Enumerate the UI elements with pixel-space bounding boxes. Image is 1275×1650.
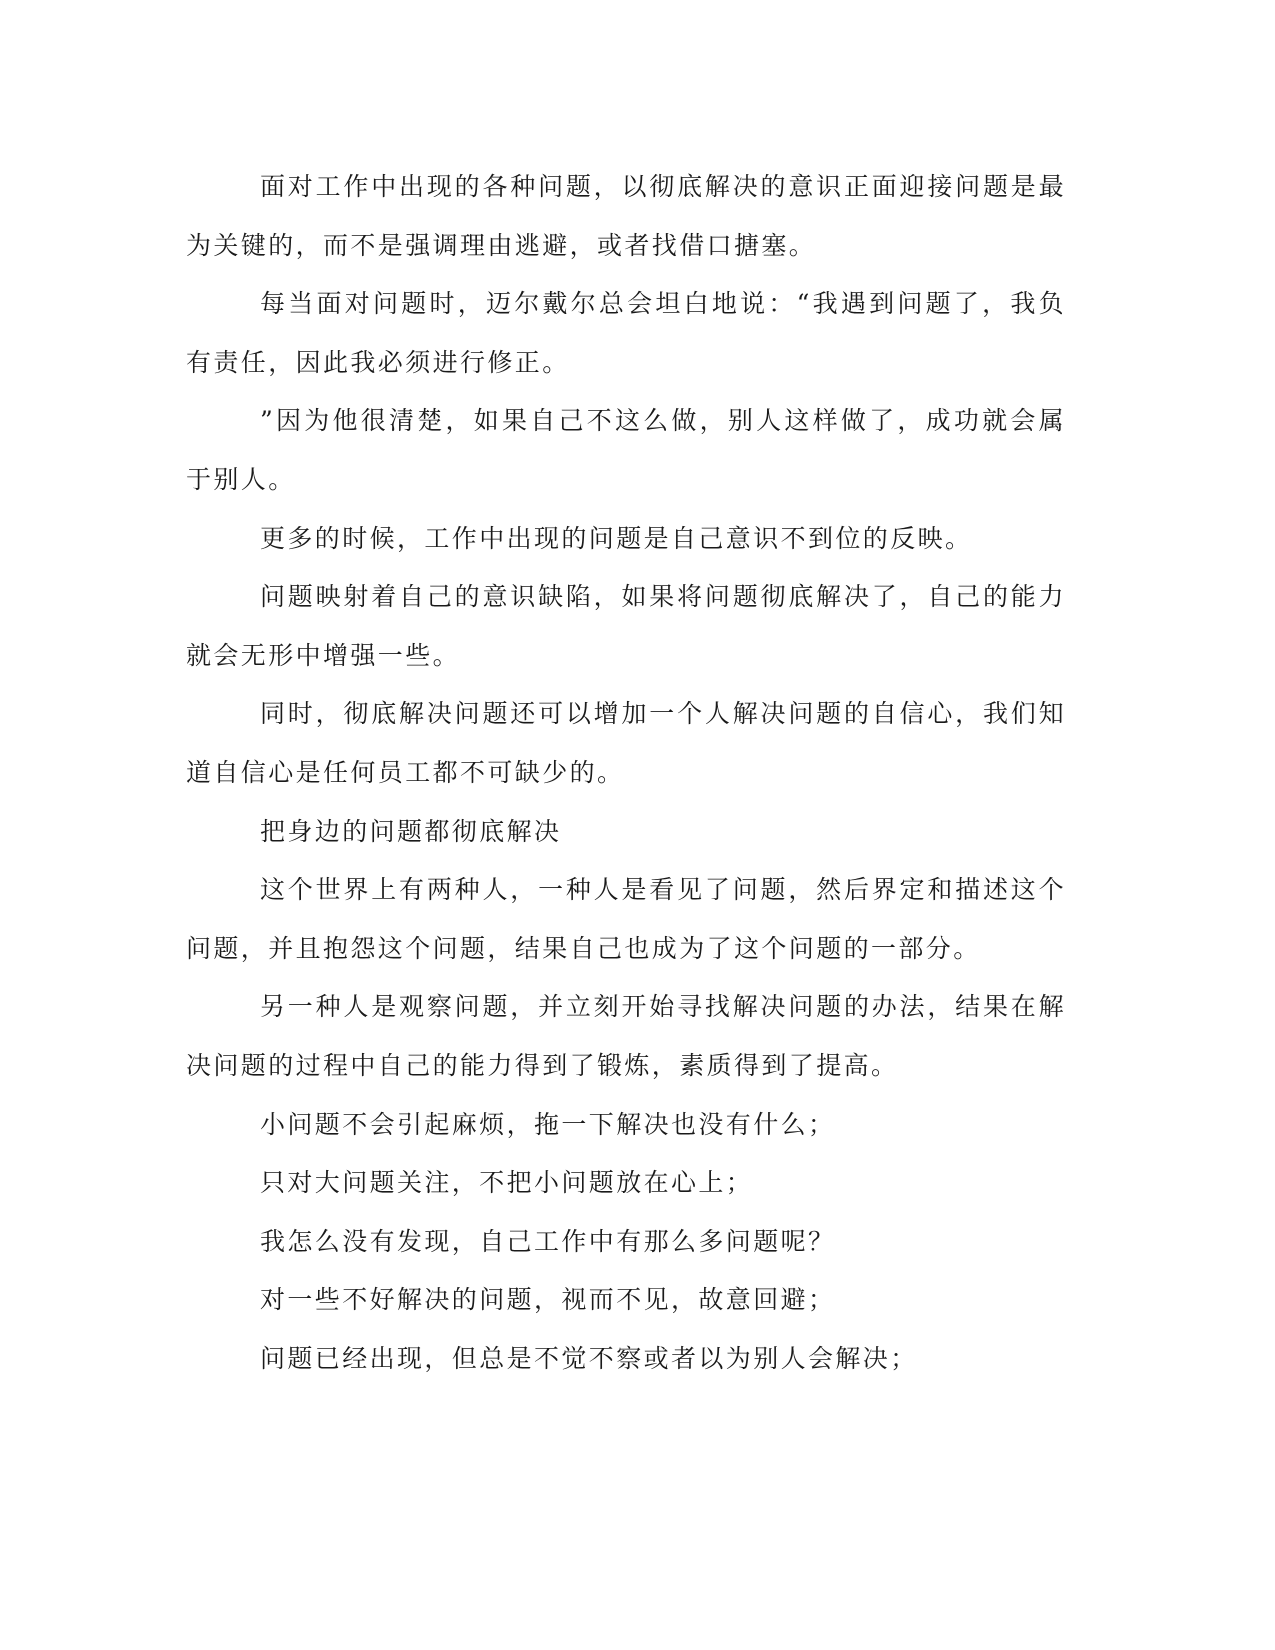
list-item: 对一些不好解决的问题，视而不见，故意回避； xyxy=(260,1285,836,1315)
paragraph: 面对工作中出现的各种问题，以彻底解决的意识正面迎接问题是最为关键的，而不是强调理由逃避，或者找借口搪塞。 xyxy=(186,172,1066,260)
paragraph: 每当面对问题时，迈尔戴尔总会坦白地说：“我遇到问题了，我负有责任，因此我必须进行修正。 xyxy=(186,289,1066,377)
paragraph: 这个世界上有两种人，一种人是看见了问题，然后界定和描述这个问题，并且抱怨这个问题，结果自己也成为了这个问题的一部分。 xyxy=(186,875,1066,963)
list-item: 问题已经出现，但总是不觉不察或者以为别人会解决； xyxy=(260,1343,918,1373)
list-item: 只对大问题关注，不把小问题放在心上； xyxy=(260,1168,754,1198)
section-heading: 把身边的问题都彻底解决 xyxy=(260,816,562,846)
list-item: 小问题不会引起麻烦，拖一下解决也没有什么； xyxy=(260,1109,836,1139)
document-body xyxy=(186,158,1066,1388)
paragraph: 另一种人是观察问题，并立刻开始寻找解决问题的办法，结果在解决问题的过程中自己的能力得到了锻炼，素质得到了提高。 xyxy=(186,992,1066,1080)
paragraph: 同时，彻底解决问题还可以增加一个人解决问题的自信心，我们知道自信心是任何员工都不可缺少的。 xyxy=(186,699,1066,787)
list-item: 我怎么没有发现，自己工作中有那么多问题呢？ xyxy=(260,1226,836,1256)
paragraph: 问题映射着自己的意识缺陷，如果将问题彻底解决了，自己的能力就会无形中增强一些。 xyxy=(186,582,1066,670)
paragraph: 更多的时候，工作中出现的问题是自己意识不到位的反映。 xyxy=(260,523,973,553)
paragraph: ”因为他很清楚，如果自己不这么做，别人这样做了，成功就会属于别人。 xyxy=(186,406,1066,494)
